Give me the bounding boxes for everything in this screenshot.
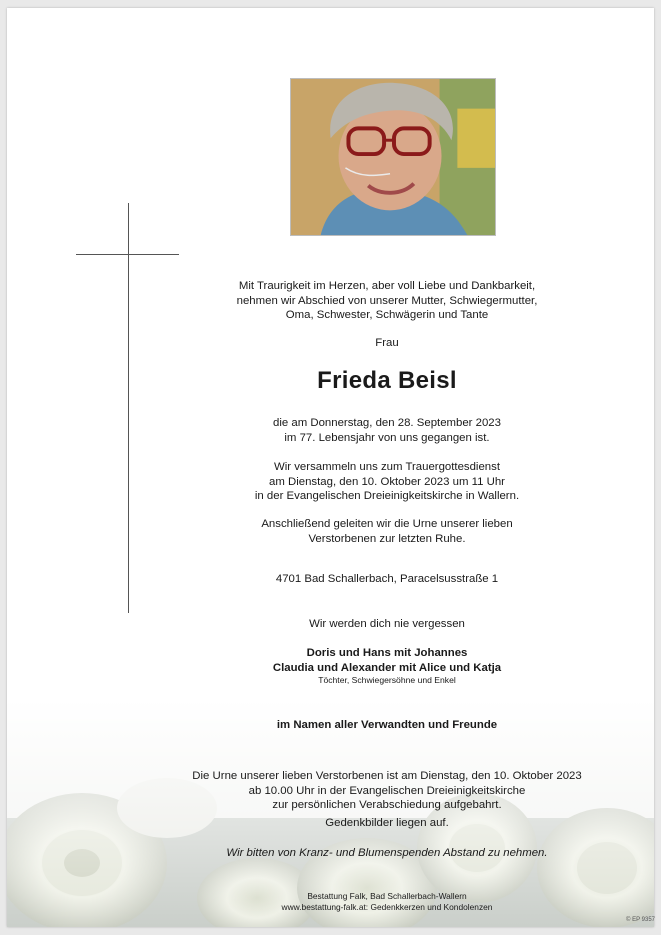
address: 4701 Bad Schallerbach, Paracelsusstraße 1 — [275, 573, 499, 585]
memorial-pictures-note: Gedenkbilder liegen auf. — [325, 817, 449, 829]
deceased-name: Frieda Beisl — [317, 367, 457, 394]
family-names: Doris und Hans mit Johannes Claudia und Alexander mit Alice und Katja — [272, 647, 502, 674]
flowers-request: Wir bitten von Kranz- und Blumenspenden Abstand zu nehmen. — [226, 847, 548, 859]
death-details: die am Donnerstag, den 28. September 2023 im 77. Lebensjahr von uns gegangen ist. — [273, 417, 501, 444]
urn-burial-text: Anschließend geleiten wir die Urne unserer lieben Verstorbenen zur letzten Ruhe. — [261, 518, 513, 545]
relatives-line: im Namen aller Verwandten und Freunde — [276, 719, 498, 731]
service-details: Wir versammeln uns zum Trauergottesdienst am Dienstag, den 10. Oktober 2023 um 11 Uhr in der Evangelischen Dreieinigkeitskirche in Wallern. — [254, 461, 520, 503]
cross-horizontal-bar — [76, 254, 179, 255]
funeral-home-footer: Bestattung Falk, Bad Schallerbach-Wallern www.bestattung-falk.at: Gedenkkerzen und Kondolenzen — [281, 891, 493, 912]
urn-viewing-text: Die Urne unserer lieben Verstorbenen ist am Dienstag, den 10. Oktober 2023 ab 10.00 Uhr in der Evangelischen Dreieinigkeitskirche zur persönlichen Verabschiedung aufgebahrt. — [192, 770, 582, 812]
obituary-notice — [7, 8, 654, 927]
cross-vertical-bar — [128, 203, 129, 613]
portrait-photo — [290, 78, 496, 236]
family-relations: Töchter, Schwiegersöhne und Enkel — [318, 675, 456, 685]
salutation: Frau — [375, 337, 399, 349]
print-code: © EP 9357 — [626, 917, 655, 923]
remembrance-line: Wir werden dich nie vergessen — [309, 618, 465, 630]
intro-text: Mit Traurigkeit im Herzen, aber voll Liebe und Dankbarkeit, nehmen wir Abschied von unserer Mutter, Schwiegermutter, Oma, Schwester, Schwägerin und Tante — [236, 280, 538, 322]
